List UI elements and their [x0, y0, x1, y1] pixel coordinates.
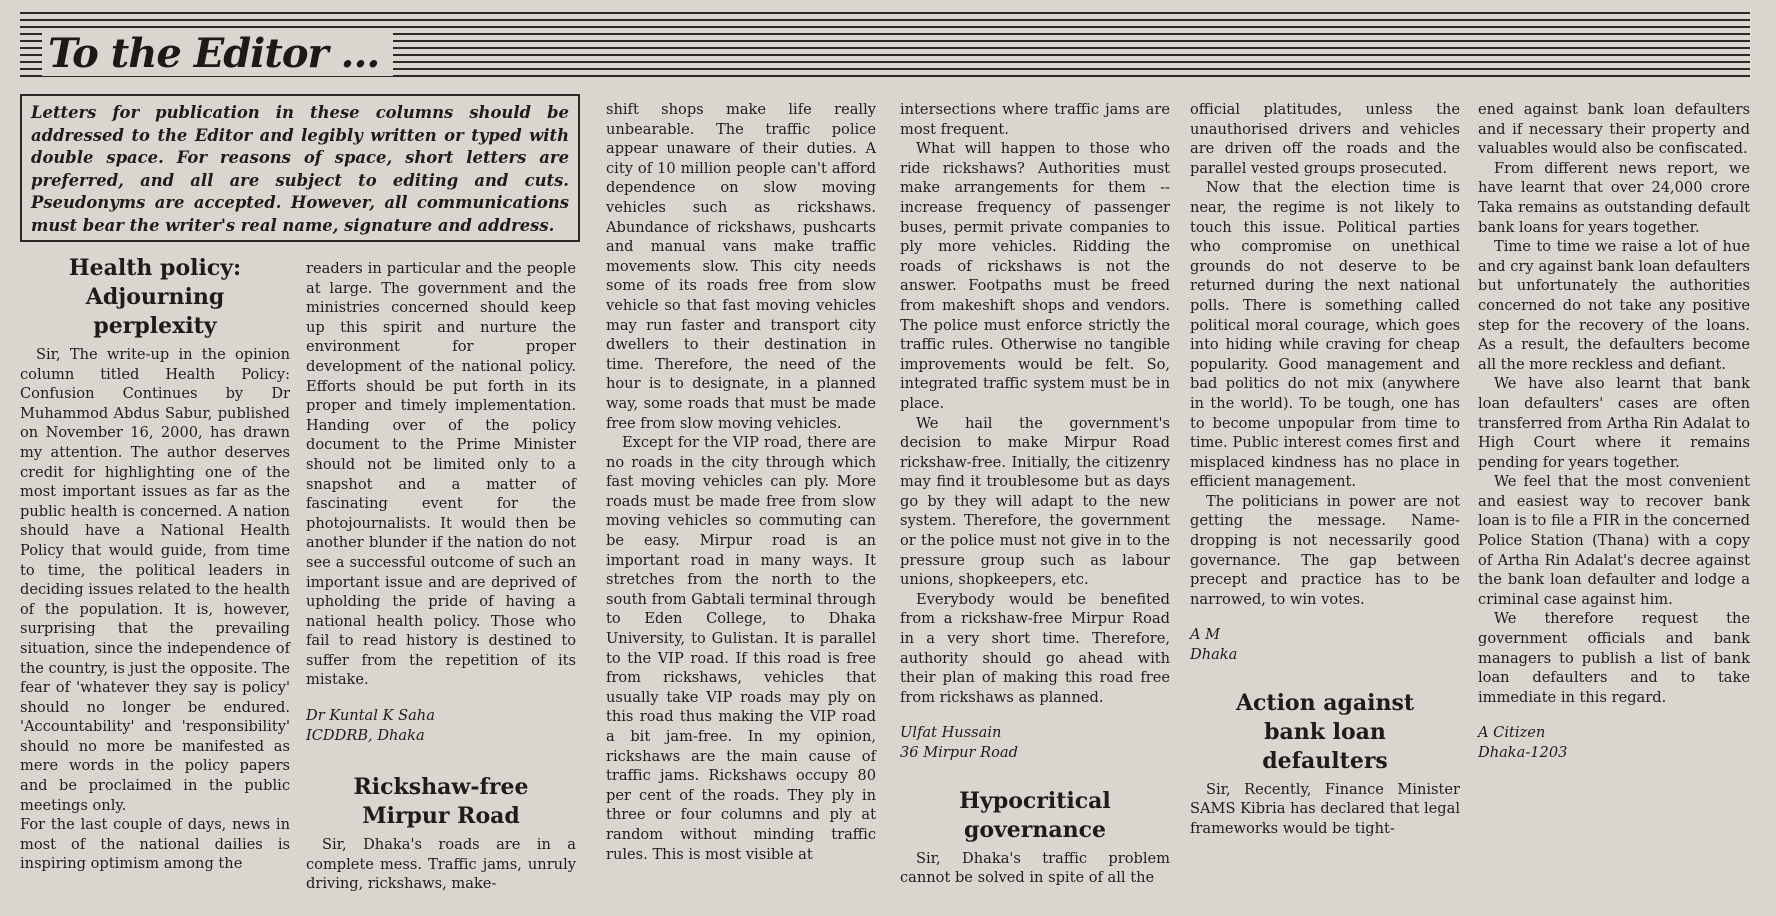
letter-hypocritical-paragraph: official platitudes, unless the unauthorised drivers and vehicles are driven off the roads and the parallel vested groups prosecuted.: [1190, 101, 1460, 177]
signature-name: Dr Kuntal K Saha: [306, 707, 435, 725]
letter-hypocritical-paragraph: The politicians in power are not getting the message. Name-dropping is not necessarily good governance. The gap between precept and practice has to be narrowed, to win votes.: [1190, 492, 1460, 608]
column-5: [1190, 100, 1460, 838]
letter-hypocritical-paragraph: Sir, Dhaka's traffic problem cannot be solved in spite of all the: [900, 849, 1170, 887]
column-1: [20, 254, 290, 874]
letter-health-paragraph: readers in particular and the people at large. The government and the ministries concerned should keep up this spirit and nurture the environment for proper development of the national policy. Efforts should be put forth in its proper and timely implementation. Handing over of the policy document to the Prime Minister should not be limited only to a snapshot and a matter of fascinating event for the photojournalists. It would then be another blunder if the nation do not see a successful outcome of such an important issue and are deprived of upholding the pride of having a national health policy. Those who fail to read history is destined to suffer from the repetition of its mistake.: [306, 260, 576, 689]
letter-health-paragraph: For the last couple of days, news in most of the national dailies is inspiring optimism among the: [20, 816, 290, 873]
letter-rickshaw-paragraph: Except for the VIP road, there are no roads in the city through which fast moving vehicles can ply. More roads must be made free from slow moving vehicles so commuting can be easy. Mirpur road is an important road in many ways. It stretches from the north to the south from Gabtali terminal through to Eden College, to Dhaka University, to Gulistan. It is parallel to the VIP road. If this road is free from rickshaws, vehicles that usually take VIP roads may ply on this road thus making the VIP road a bit jam-free. In my opinion, rickshaws are the main cause of traffic jams. Rickshaws occupy 80 per cent of the roads. They ply in three or four columns and ply at random without minding traffic rules. This is most visible at: [606, 434, 877, 863]
column-2: [306, 259, 576, 894]
letter-rickshaw-paragraph: shift shops make life really unbearable. The traffic police appear unaware of their duties. A city of 10 million people can't afford dependence on slow moving vehicles such as rickshaws. Abundance of rickshaws, pushcarts and manual vans make traffic movements slow. This city needs some of its roads free from slow vehicle so that fast moving vehicles may run faster and transport city dwellers to their destination in time. Therefore, the need of the hour is to designate, in a planned way, some roads that must be made free from slow moving vehicles.: [606, 101, 876, 432]
headline-bank-loan-defaulters: Action against bank loan defaulters: [1235, 689, 1415, 774]
letter-bank-paragraph: Sir, Recently, Finance Minister SAMS Kibria has declared that legal frameworks would be tight-: [1190, 780, 1460, 837]
signature-name: A M: [1190, 626, 1221, 644]
letter-rickshaw-paragraph: intersections where traffic jams are most frequent.: [900, 101, 1170, 138]
column-3: [606, 100, 876, 864]
letter-rickshaw-paragraph: Everybody would be benefited from a rickshaw-free Mirpur Road in a very short time. Therefore, authority should go ahead with their plan of making this road free from rickshaws as planned.: [900, 590, 1170, 706]
column-4: [900, 100, 1170, 888]
letter-rickshaw-paragraph: What will happen to those who ride rickshaws? Authorities must make arrangements for them -- increase frequency of passenger buses, permit private companies to ply more vehicles. Ridding the roads of rickshaws is not the answer. Footpaths must be freed from makeshift shops and vendors. The police must enforce strictly the traffic rules. Otherwise no tangible improvements would be felt. So, integrated traffic system must be in place.: [900, 140, 1170, 412]
letter-bank-paragraph: Time to time we raise a lot of hue and cry against bank loan defaulters but unfortunately the authorities concerned do not take any positive step for the recovery of the loans. As a result, the defaulters become all the more reckless and defiant.: [1478, 238, 1750, 373]
headline-health-policy: Health policy: Adjourning perplexity: [68, 255, 242, 339]
signature-place: 36 Mirpur Road: [900, 744, 1018, 761]
signature-place: Dhaka-1203: [1478, 744, 1568, 761]
signature-place: Dhaka: [1190, 646, 1238, 664]
editorial-notice-box: Letters for publication in these columns should be addressed to the Editor and legibly written or typed with double space. For reasons of space, short letters are preferred, and all are subject to editing and cuts. Pseudonyms are accepted. However, all communications must bear the writer's real name, signature and address.: [20, 94, 580, 242]
letter-bank-paragraph: ened against bank loan defaulters and if necessary their property and valuables would also be confiscated.: [1478, 101, 1750, 158]
section-title: To the Editor ...: [42, 32, 393, 76]
column-6: [1478, 100, 1750, 763]
masthead: [20, 12, 1750, 80]
letter-health-paragraph: Sir, The write-up in the opinion column titled Health Policy: Confusion Continues by Dr Muhammod Abdus Sabur, published on November 16, 2000, has drawn my attention. The author deserves credit for highlighting one of the most important issues as far as the public health is concerned. A nation should have a National Health Policy that would guide, from time to time, the political leaders in deciding issues related to the health of the population. It is, however, surprising that the prevailing situation, since the independence of the country, is just the opposite. The fear of 'whatever they say is policy' should no longer be endured. 'Accountability' and 'responsibility' should no more be manifested as mere words in the policy papers and be proclaimed in the public meetings only.: [20, 346, 290, 814]
signature-place: ICDDRB, Dhaka: [306, 726, 425, 744]
letter-bank-paragraph: We feel that the most convenient and easiest way to recover bank loan is to file a FIR in the concerned Police Station (Thana) with a copy of Artha Rin Adalat's decree against the bank loan defaulter and lodge a criminal case against him.: [1478, 473, 1750, 608]
headline-hypocritical-governance: Hypocritical governance: [959, 787, 1111, 843]
signature-name: Ulfat Hussain: [900, 724, 1002, 742]
letter-rickshaw-paragraph: We hail the government's decision to make Mirpur Road rickshaw-free. Initially, the citizenry may find it troublesome but as days go by they will adapt to the new system. Therefore, the government or the police must not give in to the pressure group such as labour unions, shopkeepers, etc.: [900, 414, 1170, 589]
letter-rickshaw-paragraph: Sir, Dhaka's roads are in a complete mess. Traffic jams, unruly driving, rickshaws, make-: [306, 836, 576, 893]
letter-bank-paragraph: From different news report, we have learnt that over 24,000 crore Taka remains as outstanding default bank loans for years together.: [1478, 159, 1750, 236]
signature-name: A Citizen: [1478, 724, 1546, 742]
letter-bank-paragraph: We have also learnt that bank loan defaulters' cases are often transferred from Artha Rin Adalat to High Court where it remains pending for years together.: [1478, 375, 1750, 471]
letter-bank-paragraph: We therefore request the government officials and bank managers to publish a list of bank loan defaulters and to take immediate in this regard.: [1478, 610, 1750, 706]
letter-hypocritical-paragraph: Now that the election time is near, the regime is not likely to touch this issue. Political parties who compromise on unethical grounds do not deserve to be returned during the next national polls. There is something called political moral courage, which goes into hiding while craving for cheap popularity. Good management and bad politics do not mix (anywhere in the world). To be tough, one has to become unpopular from time to time. Public interest comes first and misplaced kindness has no place in efficient management.: [1190, 179, 1460, 491]
headline-rickshaw-free: Rickshaw-free Mirpur Road: [353, 774, 529, 830]
